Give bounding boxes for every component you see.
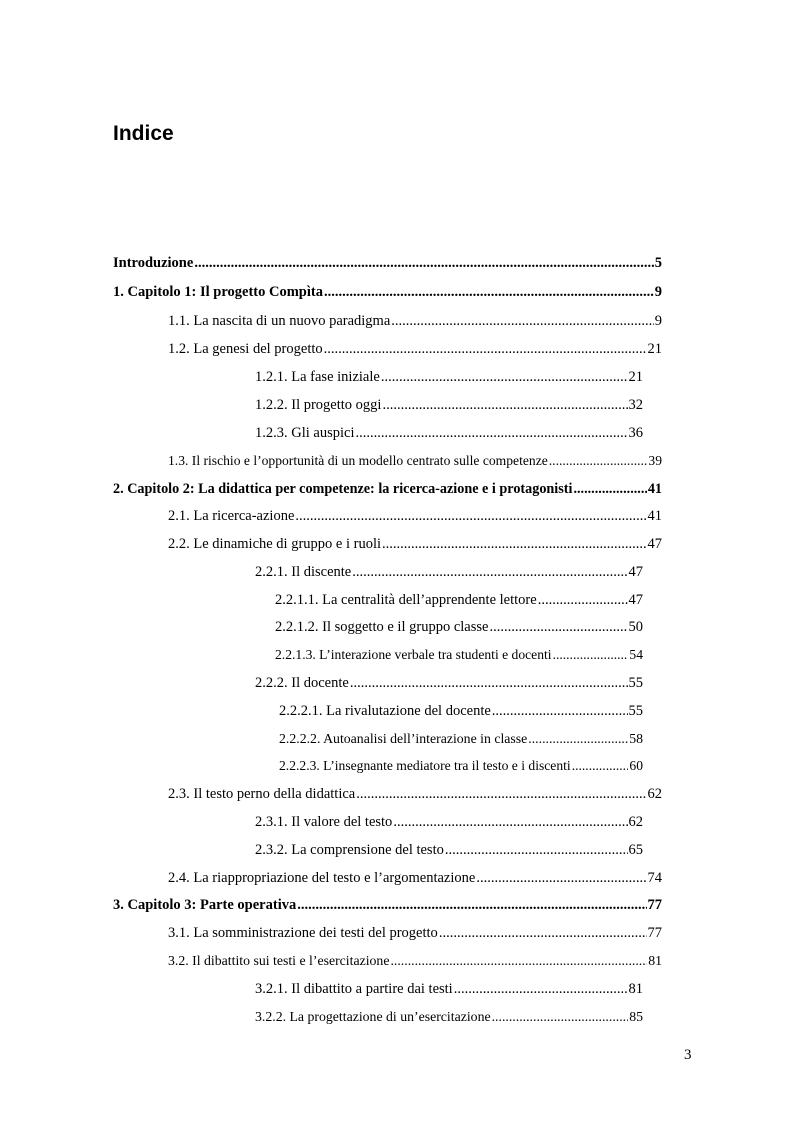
toc-entry-label: 2.2.2. Il docente bbox=[255, 675, 349, 691]
toc-leader-dots bbox=[355, 423, 627, 443]
toc-entry-label: 2.2.1.1. La centralità dell’apprendente lettore bbox=[275, 592, 537, 608]
toc-leader-dots bbox=[390, 951, 647, 971]
toc-entry-page: 9 bbox=[654, 313, 662, 329]
toc-entry[interactable] bbox=[255, 423, 643, 443]
toc-entry-page: 81 bbox=[628, 981, 643, 997]
toc-leader-dots bbox=[573, 479, 646, 499]
toc-entry-page: 50 bbox=[628, 619, 643, 635]
toc-entry-label: 2.2.1. Il discente bbox=[255, 564, 352, 580]
toc-leader-dots bbox=[454, 979, 628, 999]
toc-entry-page: 41 bbox=[647, 481, 662, 497]
toc-entry[interactable] bbox=[168, 951, 662, 971]
toc-entry-page: 54 bbox=[629, 647, 643, 662]
toc-entry-page: 47 bbox=[647, 536, 662, 552]
toc-entry-page: 74 bbox=[647, 870, 662, 886]
toc-leader-dots bbox=[382, 534, 646, 554]
toc-entry[interactable] bbox=[168, 311, 662, 331]
toc-leader-dots bbox=[572, 756, 629, 776]
toc-leader-dots bbox=[352, 562, 627, 582]
page-title: Indice bbox=[113, 122, 174, 145]
toc-entry-page: 47 bbox=[628, 592, 643, 608]
toc-entry-label: 2.2.2.3. L’insegnante mediatore tra il testo e i discenti bbox=[279, 758, 571, 773]
toc-entry[interactable] bbox=[168, 451, 662, 471]
toc-entry[interactable] bbox=[275, 645, 643, 665]
toc-entry-page: 5 bbox=[654, 255, 662, 271]
toc-entry-page: 9 bbox=[654, 284, 662, 300]
toc-entry-label: 1.2.1. La fase iniziale bbox=[255, 369, 380, 385]
toc-entry[interactable] bbox=[113, 895, 662, 915]
toc-entry-page: 77 bbox=[647, 925, 662, 941]
toc-entry[interactable] bbox=[255, 367, 643, 387]
toc-entry[interactable] bbox=[168, 784, 662, 804]
toc-entry[interactable] bbox=[168, 534, 662, 554]
toc-entry[interactable] bbox=[113, 282, 662, 302]
toc-entry[interactable] bbox=[279, 756, 643, 776]
toc-entry-label: 1.1. La nascita di un nuovo paradigma bbox=[168, 313, 391, 329]
toc-entry-page: 55 bbox=[628, 703, 643, 719]
toc-entry[interactable] bbox=[255, 1007, 643, 1027]
toc-entry-label: 2.3.1. Il valore del testo bbox=[255, 814, 393, 830]
toc-leader-dots bbox=[476, 868, 646, 888]
toc-entry[interactable] bbox=[113, 479, 662, 499]
toc-entry-label: 1.2. La genesi del progetto bbox=[168, 341, 323, 357]
toc-leader-dots bbox=[393, 812, 627, 832]
toc-entry-label: Introduzione bbox=[113, 255, 194, 271]
toc-entry-page: 36 bbox=[628, 425, 643, 441]
toc-entry-label: 1.3. Il rischio e l’opportunità di un modello centrato sulle competenze bbox=[168, 453, 548, 468]
toc-entry-page: 85 bbox=[629, 1009, 643, 1024]
toc-entry[interactable] bbox=[275, 590, 643, 610]
toc-entry[interactable] bbox=[255, 812, 643, 832]
toc-entry-label: 1.2.3. Gli auspici bbox=[255, 425, 355, 441]
toc-leader-dots bbox=[553, 645, 629, 665]
toc-entry-page: 60 bbox=[629, 758, 643, 773]
toc-leader-dots bbox=[381, 367, 628, 387]
toc-entry-page: 39 bbox=[648, 453, 662, 468]
toc-entry-label: 2.2. Le dinamiche di gruppo e i ruoli bbox=[168, 536, 382, 552]
toc-entry-label: 2.2.1.3. L’interazione verbale tra studenti e docenti bbox=[275, 647, 552, 662]
toc-entry[interactable] bbox=[168, 868, 662, 888]
toc-leader-dots bbox=[297, 895, 646, 915]
toc-entry[interactable] bbox=[168, 506, 662, 526]
toc-entry-label: 3.1. La somministrazione dei testi del progetto bbox=[168, 925, 438, 941]
toc-entry-page: 58 bbox=[629, 731, 643, 746]
toc-entry-label: 2.2.2.1. La rivalutazione del docente bbox=[279, 703, 491, 719]
toc-leader-dots bbox=[194, 253, 653, 273]
toc-entry-label: 3.2. Il dibattito sui testi e l’esercitazione bbox=[168, 953, 390, 968]
toc-entry-page: 47 bbox=[628, 564, 643, 580]
toc-leader-dots bbox=[382, 395, 627, 415]
toc-entry-page: 32 bbox=[628, 397, 643, 413]
toc-entry-page: 77 bbox=[647, 897, 662, 913]
toc-entry[interactable] bbox=[255, 840, 643, 860]
toc-leader-dots bbox=[439, 923, 647, 943]
toc-leader-dots bbox=[549, 451, 648, 471]
toc-entry-page: 41 bbox=[647, 508, 662, 524]
toc-leader-dots bbox=[445, 840, 628, 860]
toc-leader-dots bbox=[492, 701, 628, 721]
toc-entry[interactable] bbox=[255, 979, 643, 999]
toc-leader-dots bbox=[492, 1007, 629, 1027]
toc-entry-label: 3.2.2. La progettazione di un’esercitazione bbox=[255, 1009, 491, 1024]
toc-entry[interactable] bbox=[255, 395, 643, 415]
toc-entry-label: 2. Capitolo 2: La didattica per competenze: la ricerca-azione e i protagonisti bbox=[113, 481, 573, 497]
toc-entry[interactable] bbox=[279, 701, 643, 721]
toc-leader-dots bbox=[528, 729, 628, 749]
toc-entry-label: 3. Capitolo 3: Parte operativa bbox=[113, 897, 297, 913]
toc-entry-label: 2.3.2. La comprensione del testo bbox=[255, 842, 444, 858]
toc-entry[interactable] bbox=[255, 673, 643, 693]
toc-entry-label: 2.1. La ricerca-azione bbox=[168, 508, 295, 524]
toc-entry-label: 3.2.1. Il dibattito a partire dai testi bbox=[255, 981, 453, 997]
toc-leader-dots bbox=[489, 617, 627, 637]
toc-entry-page: 21 bbox=[628, 369, 643, 385]
toc-entry-label: 2.4. La riappropriazione del testo e l’argomentazione bbox=[168, 870, 476, 886]
toc-entry[interactable] bbox=[279, 729, 643, 749]
toc-leader-dots bbox=[324, 339, 647, 359]
toc-leader-dots bbox=[391, 311, 653, 331]
toc-entry-page: 62 bbox=[628, 814, 643, 830]
toc-entry[interactable] bbox=[168, 339, 662, 359]
toc-leader-dots bbox=[324, 282, 654, 302]
toc-entry-label: 2.2.1.2. Il soggetto e il gruppo classe bbox=[275, 619, 489, 635]
toc-entry-page: 81 bbox=[648, 953, 662, 968]
toc-entry[interactable] bbox=[113, 253, 662, 273]
toc-leader-dots bbox=[350, 673, 628, 693]
toc-entry-page: 65 bbox=[628, 842, 643, 858]
toc-entry[interactable] bbox=[168, 923, 662, 943]
toc-leader-dots bbox=[295, 506, 646, 526]
toc-entry-label: 2.2.2.2. Autoanalisi dell’interazione in classe bbox=[279, 731, 528, 746]
toc-entry-page: 55 bbox=[628, 675, 643, 691]
toc-entry-label: 1.2.2. Il progetto oggi bbox=[255, 397, 382, 413]
toc-leader-dots bbox=[356, 784, 646, 804]
toc-entry-page: 21 bbox=[647, 341, 662, 357]
page-number: 3 bbox=[684, 1047, 692, 1063]
toc-entry[interactable] bbox=[275, 617, 643, 637]
toc-entry-label: 1. Capitolo 1: Il progetto Compìta bbox=[113, 284, 323, 300]
toc-entry[interactable] bbox=[255, 562, 643, 582]
toc-entry-label: 2.3. Il testo perno della didattica bbox=[168, 786, 356, 802]
toc-entry-page: 62 bbox=[647, 786, 662, 802]
toc-leader-dots bbox=[538, 590, 628, 610]
